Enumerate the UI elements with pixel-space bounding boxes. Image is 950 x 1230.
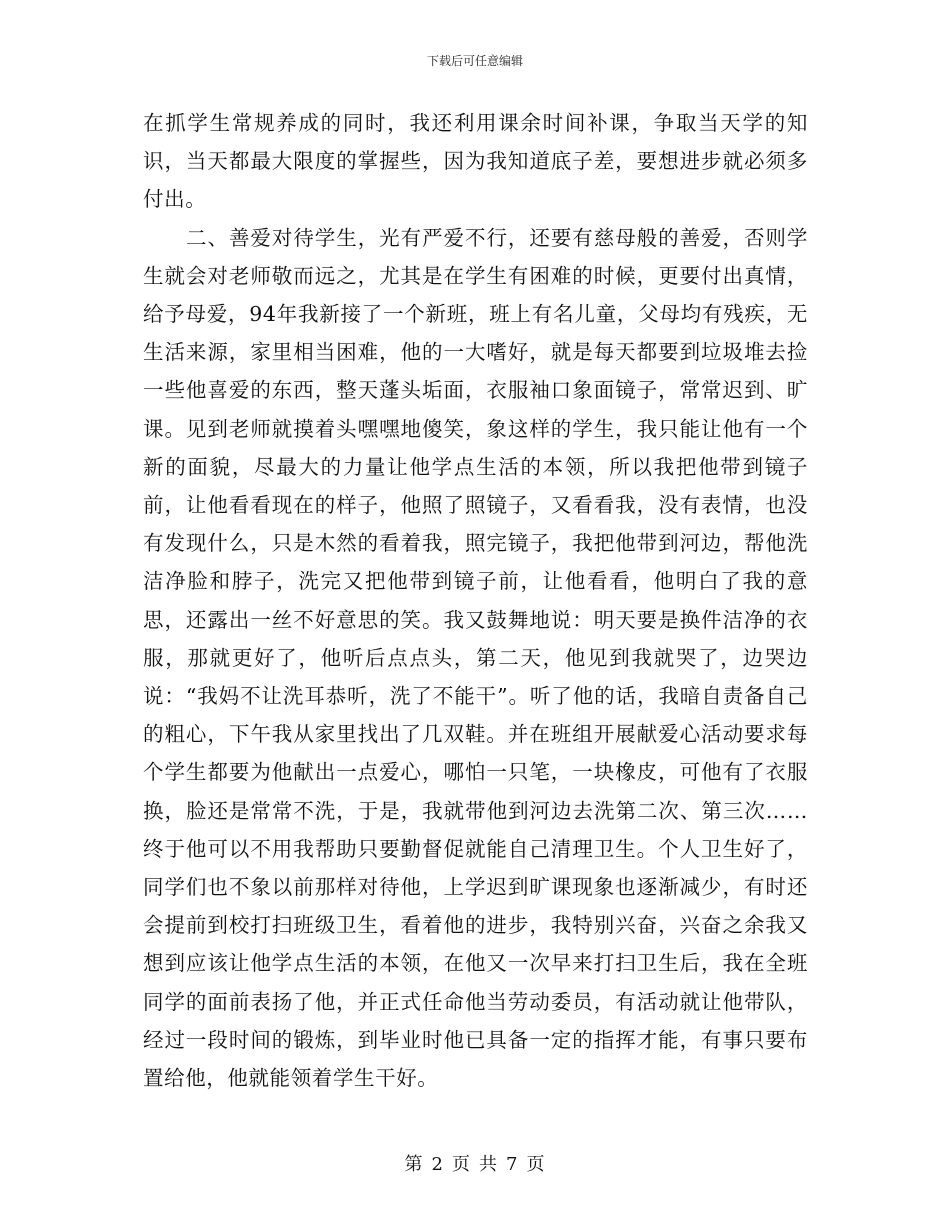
footer-prefix: 第 bbox=[404, 1154, 424, 1175]
paragraph-2: 二、善爱对待学生，光有严爱不行，还要有慈母般的善爱，否则学生就会对老师敬而远之，尤其是在学生有困难的时候，更要付出真情，给予母爱，94年我新接了一个新班，班上有名儿童，父母均有残疾，无生活来源，家里相当困难，他的一大嗜好，就是每天都要到垃圾堆去捡一些他喜爱的东西，整天蓬头垢面，衣服袖口象面镜子，常常迟到、旷课。见到老师就摸着头嘿嘿地傻笑，象这样的学生，我只能让他有一个新的面貌，尽最大的力量让他学点生活的本领，所以我把他带到镜子前，让他看看现在的样子，他照了照镜子，又看看我，没有表情，也没有发现什么，只是木然的看着我，照完镜子，我把他带到河边，帮他洗洁净脸和脖子，洗完又把他带到镜子前，让他看看，他明白了我的意思，还露出一丝不好意思的笑。我又鼓舞地说：明天要是换件洁净的衣服，那就更好了，他听后点点头，第二天，他见到我就哭了，边哭边说：“我妈不让洗耳恭听，洗了不能干”。听了他的话，我暗自责备自己的粗心，下午我从家里找出了几双鞋。并在班组开展献爱心活动要求每个学生都要为他献出一点爱心，哪怕一只笔，一块橡皮，可他有了衣服换，脸还是常常不洗，于是，我就带他到河边去洗第二次、第三次……终于他可以不用我帮助只要勤督促就能自己清理卫生。个人卫生好了，同学们也不象以前那样对待他，上学迟到旷课现象也逐渐减少，有时还会提前到校打扫班级卫生，看着他的进步，我特别兴奋，兴奋之余我又想到应该让他学点生活的本领，在他又一次早来打扫卫生后，我在全班同学的面前表扬了他，并正式任命他当劳动委员，有活动就让他带队，经过一段时间的锻炼，到毕业时他已具备一定的指挥才能，有事只要布置给他，他就能领着学生干好。 bbox=[143, 225, 808, 1091]
footer-total-pages: 7 bbox=[506, 1154, 519, 1175]
footer-page-unit: 页 bbox=[452, 1154, 471, 1175]
page-footer bbox=[0, 1153, 950, 1177]
footer-total-prefix: 共 bbox=[479, 1154, 498, 1175]
footer-page-number: 2 bbox=[431, 1154, 444, 1175]
footer-total-unit: 页 bbox=[526, 1154, 546, 1175]
document-body bbox=[143, 104, 808, 1097]
paragraph-1: 在抓学生常规养成的同时，我还利用课余时间补课，争取当天学的知识，当天都最大限度的掌握些，因为我知道底子差，要想进步就必须多付出。 bbox=[143, 111, 808, 212]
page-header-note: 下载后可任意编辑 bbox=[426, 54, 523, 68]
